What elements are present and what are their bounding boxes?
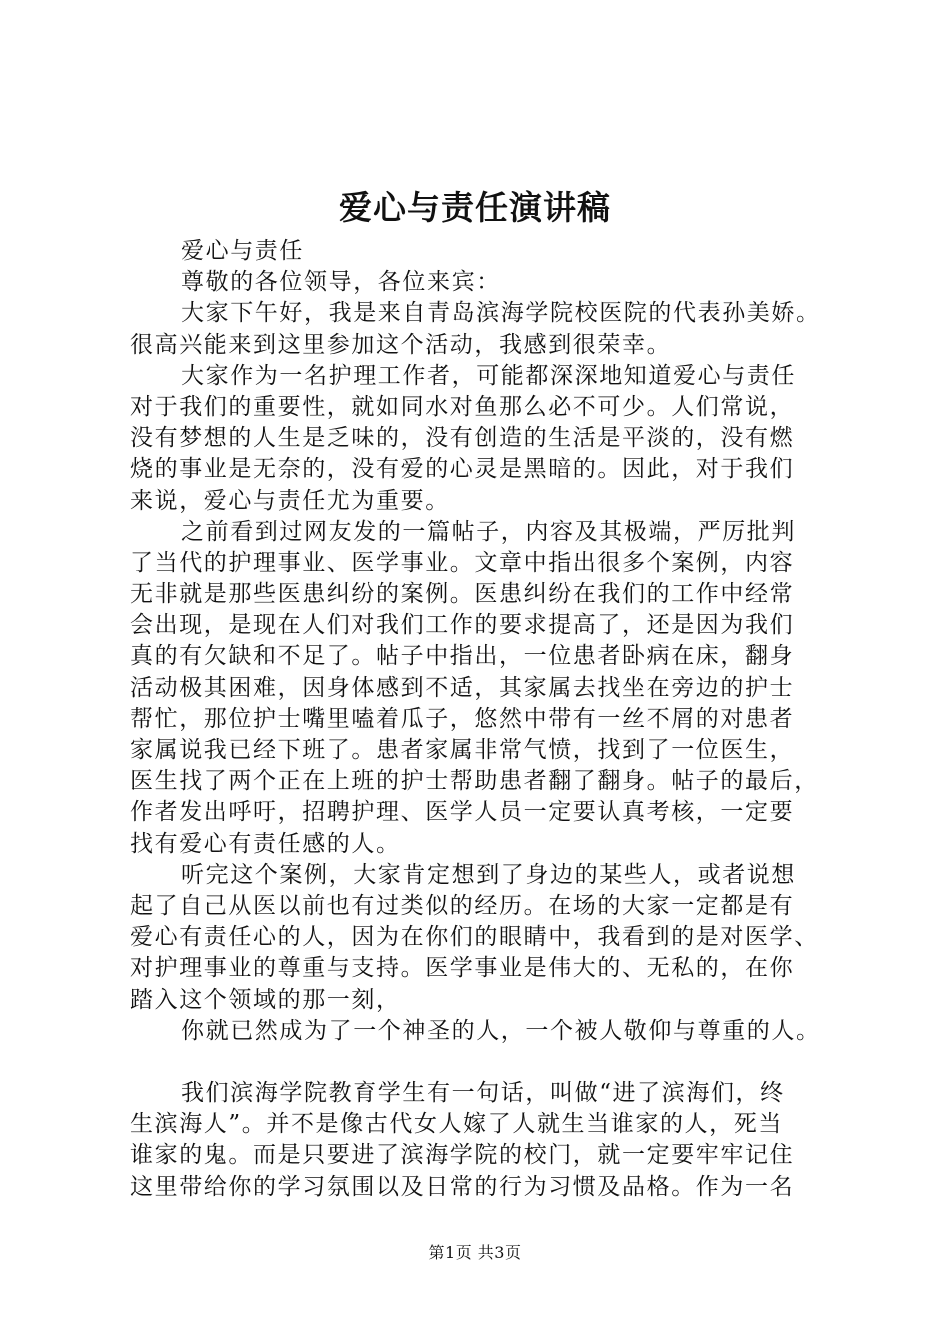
body-text-line: 了当代的护理事业、医学事业。文章中指出很多个案例，内容: [130, 549, 795, 576]
body-text-line: 听完这个案例，大家肯定想到了身边的某些人，或者说想: [181, 861, 796, 888]
document-title: 爱心与责任演讲稿: [339, 188, 611, 227]
body-text-line: 爱心有责任心的人，因为在你们的眼睛中，我看到的是对医学、: [130, 924, 819, 951]
body-text-line: 活动极其困难，因身体感到不适，其家属去找坐在旁边的护士: [130, 674, 795, 701]
body-text-line: 很高兴能来到这里参加这个活动，我感到很荣幸。: [130, 331, 672, 358]
body-text-line: 来说，爱心与责任尤为重要。: [130, 487, 450, 514]
blank-line: [130, 1047, 826, 1078]
body-text-line: 找有爱心有责任感的人。: [130, 830, 401, 857]
body-text-line: 对于我们的重要性，就如同水对鱼那么必不可少。人们常说，: [130, 393, 795, 420]
body-text-line: 作者发出呼吁，招聘护理、医学人员一定要认真考核，一定要: [130, 799, 795, 826]
body-text-line: 谁家的鬼。而是只要进了滨海学院的校门，就一定要牢牢记住: [130, 1142, 795, 1169]
body-text-line: 会出现，是现在人们对我们工作的要求提高了，还是因为我们: [130, 612, 795, 639]
body-text-line: 尊敬的各位领导，各位来宾：: [181, 269, 501, 296]
body-text-line: 大家作为一名护理工作者，可能都深深地知道爱心与责任: [181, 362, 796, 389]
body-text-line: 之前看到过网友发的一篇帖子，内容及其极端，严厉批判: [181, 518, 796, 545]
body-text-line: 大家下午好，我是来自青岛滨海学院校医院的代表孙美娇。: [181, 300, 821, 327]
document-body: [130, 236, 826, 1203]
body-text-line: 真的有欠缺和不足了。帖子中指出，一位患者卧病在床，翻身: [130, 643, 795, 670]
body-text-line: 这里带给你的学习氛围以及日常的行为习惯及品格。作为一名: [130, 1173, 795, 1200]
body-text-line: 起了自己从医以前也有过类似的经历。在场的大家一定都是有: [130, 892, 795, 919]
page-footer: 第1页 共3页: [428, 1243, 522, 1262]
body-text-line: 我们滨海学院教育学生有一句话，叫做“进了滨海们，终: [181, 1080, 785, 1107]
body-text-line: 对护理事业的尊重与支持。医学事业是伟大的、无私的，在你: [130, 955, 795, 982]
body-text-line: 爱心与责任: [181, 238, 304, 264]
body-text-line: 帮忙，那位护士嘴里嗑着瓜子，悠然中带有一丝不屑的对患者: [130, 705, 795, 732]
body-text-line: 你就已然成为了一个神圣的人，一个被人敬仰与尊重的人。: [181, 1017, 821, 1044]
body-text-line: 无非就是那些医患纠纷的案例。医患纠纷在我们的工作中经常: [130, 581, 795, 608]
body-text-line: 踏入这个领域的那一刻，: [130, 986, 401, 1013]
body-text-line: 烧的事业是无奈的，没有爱的心灵是黑暗的。因此，对于我们: [130, 456, 795, 483]
body-text-line: 家属说我已经下班了。患者家属非常气愤，找到了一位医生，: [130, 737, 795, 763]
body-text-line: 生滨海人”。并不是像古代女人嫁了人就生当谁家的人，死当: [130, 1111, 783, 1138]
body-text-line: 医生找了两个正在上班的护士帮助患者翻了翻身。帖子的最后，: [130, 768, 819, 795]
body-text-line: 没有梦想的人生是乏味的，没有创造的生活是平淡的，没有燃: [130, 425, 795, 452]
